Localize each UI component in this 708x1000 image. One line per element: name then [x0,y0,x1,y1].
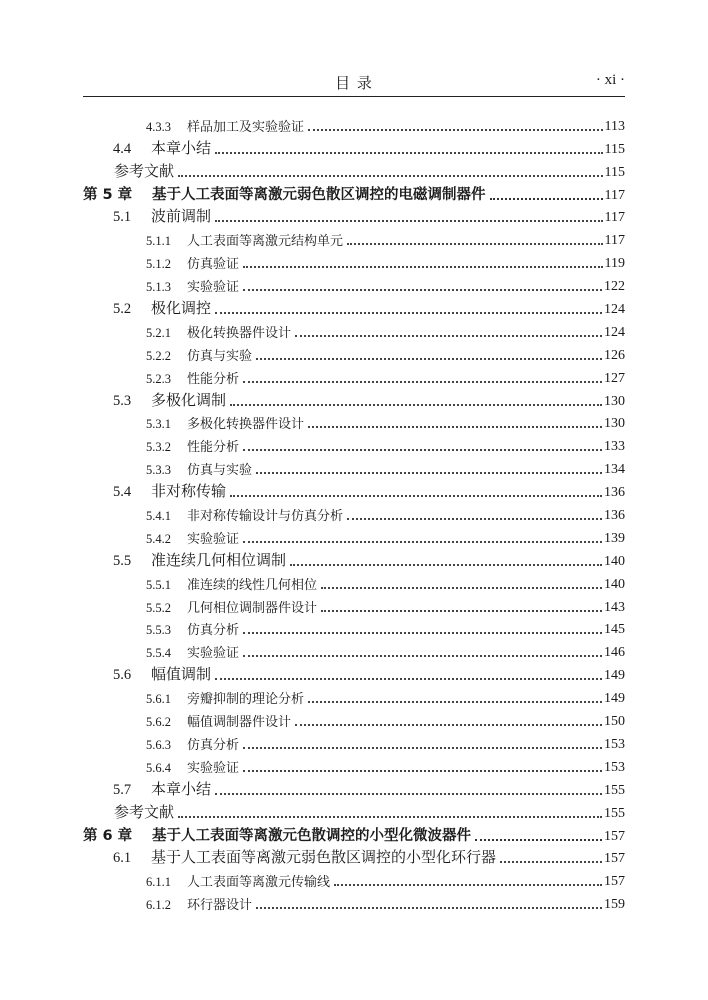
entry-number: 5.5.2 [146,600,171,615]
entry-page: 122 [604,279,625,295]
header-rule [83,96,625,97]
dot-leader [321,610,602,612]
entry-title: 本章小结 [151,140,212,157]
dot-leader [215,220,603,222]
page-header [83,70,625,96]
entry-page: 134 [604,462,625,478]
entry-number: 5.2.3 [146,371,171,386]
toc-entry [83,272,625,295]
entry-title: 极化转换器件设计 [187,324,292,340]
entry-title: 幅值调制 [151,667,212,684]
toc-entry [83,364,625,387]
entry-title: 性能分析 [187,370,240,386]
entry-page: 150 [604,714,625,730]
toc-entry [83,318,625,341]
entry-page: 117 [604,210,625,226]
entry-title: 环行器设计 [187,897,253,913]
page-number: · xi · [595,72,625,88]
entry-page: 124 [604,324,625,340]
toc-entry [83,410,625,433]
entry-page: 155 [604,782,625,798]
entry-number: 第 6 章 [83,827,133,844]
entry-title: 仿真与实验 [187,462,253,478]
entry-number: 5.5 [113,552,132,569]
dot-leader [243,381,602,383]
entry-number: 5.6.1 [146,692,171,707]
entry-title: 性能分析 [187,439,240,455]
entry-title: 人工表面等离激元传输线 [187,874,331,890]
entry-title: 准连续的线性几何相位 [187,576,318,592]
dot-leader [290,564,602,566]
entry-number: 5.3.2 [146,440,171,455]
toc-entry [83,707,625,730]
entry-number: 5.3 [113,392,132,409]
toc-entry [83,295,625,318]
dot-leader [256,358,602,360]
entry-page: 124 [604,302,625,318]
entry-number: 5.2.2 [146,348,171,363]
entry-title: 仿真与实验 [187,347,253,363]
toc-entry [83,593,625,616]
toc-entry [83,249,625,272]
entry-number: 5.5.3 [146,623,171,638]
toc-entry [83,158,625,181]
dot-leader [321,587,602,589]
dot-leader [243,770,602,772]
entry-number: 5.4 [113,484,132,501]
entry-number: 6.1.1 [146,875,171,890]
entry-page: 119 [604,256,625,272]
entry-number: 5.3.1 [146,417,171,432]
entry-title: 基于人工表面等离激元色散调控的小型化微波器件 [152,827,471,844]
entry-page: 157 [604,874,625,890]
entry-page: 127 [604,370,625,386]
entry-number: 6.1.2 [146,898,171,913]
entry-number: 5.1 [113,209,132,226]
entry-number: 4.4 [113,140,132,157]
toc-entry [83,822,625,845]
entry-number: 5.4.2 [146,531,171,546]
page-title: 目 录 [335,74,373,92]
entry-title: 参考文献 [114,804,175,821]
dot-leader [295,724,602,726]
entry-title: 波前调制 [151,209,212,226]
dot-leader [230,404,602,406]
entry-page: 140 [604,576,625,592]
entry-page: 157 [604,828,625,844]
entry-page: 136 [604,508,625,524]
entry-number: 5.5.1 [146,577,171,592]
entry-page: 153 [604,736,625,752]
entry-title: 幅值调制器件设计 [187,714,292,730]
entry-number: 5.3.3 [146,463,171,478]
toc-entry [83,478,625,501]
dot-leader [178,175,603,177]
entry-number: 5.6.3 [146,737,171,752]
table-of-contents [83,112,625,913]
toc-entry [83,341,625,364]
toc-entry [83,455,625,478]
dot-leader [215,312,602,314]
entry-number: 5.1.2 [146,257,171,272]
entry-title: 人工表面等离激元结构单元 [187,233,344,249]
entry-page: 130 [604,393,625,409]
toc-entry [83,661,625,684]
entry-title: 仿真分析 [187,622,240,638]
entry-title: 非对称传输设计与仿真分析 [187,508,344,524]
toc-entry [83,112,625,135]
toc-entry [83,616,625,639]
toc-entry [83,135,625,158]
toc-entry [83,867,625,890]
dot-leader [308,426,602,428]
entry-page: 149 [604,668,625,684]
dot-leader [243,747,602,749]
dot-leader [215,793,602,795]
entry-title: 仿真验证 [187,256,240,272]
entry-title: 实验验证 [187,530,240,546]
entry-page: 115 [604,141,625,157]
dot-leader [243,449,602,451]
entry-title: 实验验证 [187,279,240,295]
toc-entry [83,845,625,868]
entry-page: 153 [604,759,625,775]
toc-entry [83,570,625,593]
entry-page: 157 [604,851,625,867]
toc-entry [83,387,625,410]
dot-leader [178,816,602,818]
entry-number: 5.6 [113,667,132,684]
entry-page: 145 [604,622,625,638]
dot-leader [308,701,602,703]
dot-leader [256,907,602,909]
toc-entry [83,684,625,707]
entry-number: 5.4.1 [146,509,171,524]
dot-leader [347,243,603,245]
dot-leader [243,655,602,657]
dot-leader [334,884,602,886]
entry-title: 样品加工及实验验证 [187,118,305,134]
entry-page: 139 [604,530,625,546]
toc-entry [83,776,625,799]
toc-entry [83,890,625,913]
dot-leader [347,518,602,520]
entry-page: 155 [604,805,625,821]
dot-leader [500,861,602,863]
toc-entry [83,799,625,822]
dot-leader [475,839,602,841]
entry-title: 基于人工表面等离激元弱色散区调控的小型化环行器 [151,850,497,867]
entry-page: 130 [604,416,625,432]
entry-page: 113 [604,118,625,134]
toc-entry [83,501,625,524]
entry-page: 126 [604,347,625,363]
entry-number: 5.1.1 [146,234,171,249]
entry-page: 115 [604,164,625,180]
entry-page: 159 [604,897,625,913]
entry-title: 仿真分析 [187,736,240,752]
entry-number: 5.6.4 [146,760,171,775]
dot-leader [295,335,602,337]
toc-entry [83,753,625,776]
toc-entry [83,730,625,753]
dot-leader [243,289,602,291]
entry-title: 旁瓣抑制的理论分析 [187,691,305,707]
entry-title: 参考文献 [114,163,175,180]
entry-number: 5.7 [113,781,132,798]
dot-leader [230,495,602,497]
entry-page: 117 [604,187,625,203]
toc-entry [83,226,625,249]
toc-entry [83,524,625,547]
entry-title: 本章小结 [151,781,212,798]
entry-page: 140 [604,553,625,569]
entry-title: 多极化转换器件设计 [187,416,305,432]
dot-leader [215,152,603,154]
entry-title: 基于人工表面等离激元弱色散区调控的电磁调制器件 [152,186,486,203]
dot-leader [243,632,602,634]
dot-leader [243,266,603,268]
entry-title: 实验验证 [187,645,240,661]
dot-leader [308,129,603,131]
entry-title: 多极化调制 [151,392,227,409]
dot-leader [215,678,602,680]
toc-entry [83,547,625,570]
entry-number: 5.6.2 [146,715,171,730]
toc-entry [83,181,625,204]
entry-title: 几何相位调制器件设计 [187,599,318,615]
entry-page: 143 [604,599,625,615]
entry-page: 149 [604,691,625,707]
entry-page: 133 [604,439,625,455]
dot-leader [256,472,602,474]
entry-number: 5.1.3 [146,280,171,295]
entry-number: 5.2.1 [146,325,171,340]
entry-page: 136 [604,485,625,501]
entry-number: 5.5.4 [146,646,171,661]
entry-page: 146 [604,645,625,661]
toc-entry [83,204,625,227]
entry-number: 6.1 [113,850,132,867]
entry-number: 5.2 [113,301,132,318]
toc-entry [83,432,625,455]
entry-title: 准连续几何相位调制 [151,552,287,569]
entry-number: 第 5 章 [83,186,133,203]
entry-title: 非对称传输 [151,484,227,501]
toc-entry [83,638,625,661]
entry-number: 4.3.3 [146,119,171,134]
dot-leader [243,541,602,543]
entry-title: 极化调控 [151,301,212,318]
entry-page: 117 [604,233,625,249]
entry-title: 实验验证 [187,759,240,775]
dot-leader [490,198,603,200]
